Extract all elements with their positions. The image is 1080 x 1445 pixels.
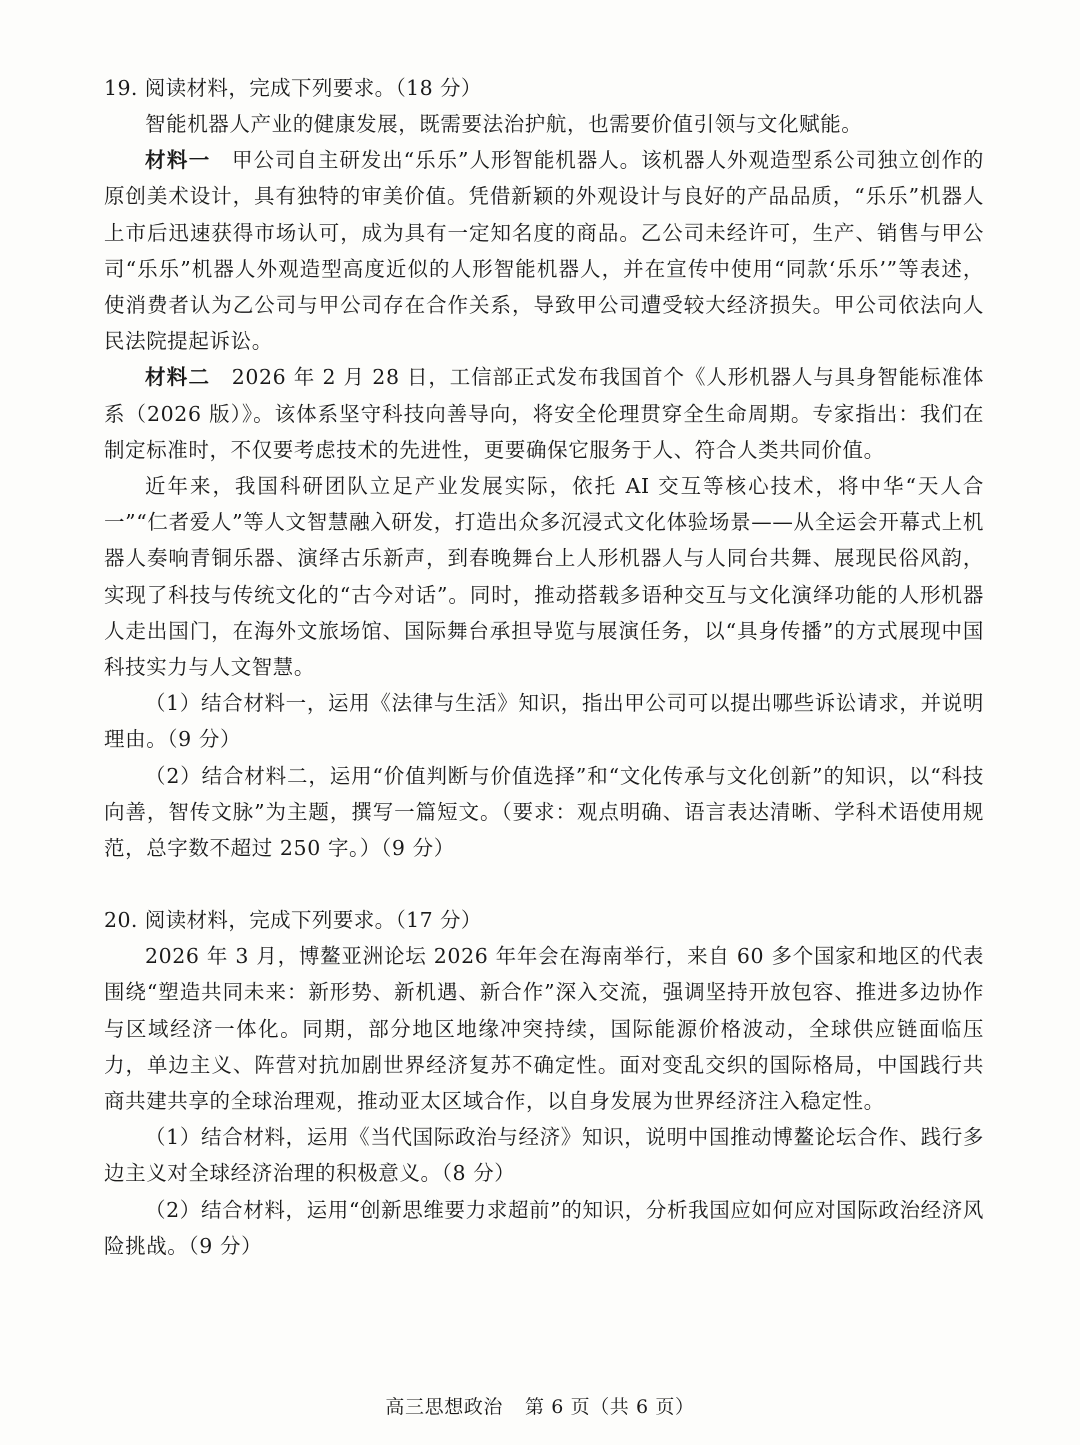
question-19-intro: 智能机器人产业的健康发展，既需要法治护航，也需要价值引领与文化赋能。 bbox=[145, 112, 863, 136]
question-19-task-2: （2）结合材料二，运用“价值判断与价值选择”和“文化传承与文化创新”的知识，以“科技向善，智传文脉”为主题，撰写一篇短文。（要求：观点明确、语言表达清晰、学科术语使用规范，总字数不超过 250 字。）（9 分） bbox=[104, 763, 984, 861]
question-19 bbox=[104, 70, 984, 866]
page-footer bbox=[0, 1392, 1080, 1419]
question-20-title: 20. 阅读材料，完成下列要求。（17 分） bbox=[104, 908, 482, 933]
question-20-material: 2026 年 3 月，博鳌亚洲论坛 2026 年年会在海南举行，来自 60 多个国家和地区的代表围绕“塑造共同未来：新形势、新机遇、新合作”深入交流，强调坚持开放包容、推进多边协作与区域经济一体化。同期，部分地区地缘冲突持续，国际能源价格波动，全球供应链面临压力，单边主义、阵营对抗加剧世界经济复苏不确定性。面对变乱交织的国际格局，中国践行共商共建共享的全球治理观，推动亚太区域合作，以自身发展为世界经济注入稳定性。 bbox=[104, 944, 984, 1114]
material-2-text: 2026 年 2 月 28 日，工信部正式发布我国首个《人形机器人与具身智能标准体系（2026 版）》。该体系坚守科技向善导向，将安全伦理贯穿全生命周期。专家指出：我们在制定标准时，不仅要考虑技术的先进性，更要确保它服务于人、符合人类共同价值。 bbox=[104, 365, 984, 462]
material-2-label: 材料二 bbox=[145, 365, 211, 390]
material-2 bbox=[104, 359, 984, 468]
footer-subject: 高三思想政治 bbox=[385, 1396, 504, 1418]
material-2-paragraph-2: 近年来，我国科研团队立足产业发展实际，依托 AI 交互等核心技术，将中华“天人合一”“仁者爱人”等人文智慧融入研发，打造出众多沉浸式文化体验场景——从全运会开幕式上机器人奏响青铜乐器、演绎古乐新声，到春晚舞台上人形机器人与人同台共舞、展现民俗风韵，实现了科技与传统文化的“古今对话”。同时，推动搭载多语种交互与文化演绎功能的人形机器人走出国门，在海外文旅场馆、国际舞台承担导览与展演任务，以“具身传播”的方式展现中国科技实力与人文智慧。 bbox=[104, 474, 984, 680]
material-1-text: 甲公司自主研发出“乐乐”人形智能机器人。该机器人外观造型系公司独立创作的原创美术设计，具有独特的审美价值。凭借新颖的外观设计与良好的产品品质，“乐乐”机器人上市后迅速获得市场认可，成为具有一定知名度的商品。乙公司未经许可，生产、销售与甲公司“乐乐”机器人外观造型高度近似的人形智能机器人，并在宣传中使用“同款‘乐乐’”等表述，使消费者认为乙公司与甲公司存在合作关系，导致甲公司遭受较大经济损失。甲公司依法向人民法院提起诉讼。 bbox=[104, 148, 985, 354]
question-19-task-1: （1）结合材料一，运用《法律与生活》知识，指出甲公司可以提出哪些诉讼请求，并说明理由。（9 分） bbox=[104, 691, 984, 752]
question-20-task-1: （1）结合材料，运用《当代国际政治与经济》知识，说明中国推动博鳌论坛合作、践行多边主义对全球经济治理的积极意义。（8 分） bbox=[104, 1125, 984, 1186]
material-1-label: 材料一 bbox=[145, 148, 211, 173]
question-19-title: 19. 阅读材料，完成下列要求。（18 分） bbox=[104, 76, 482, 100]
footer-page-number: 第 6 页（共 6 页） bbox=[525, 1396, 695, 1418]
question-20 bbox=[104, 902, 984, 1264]
question-20-task-2: （2）结合材料，运用“创新思维要力求超前”的知识，分析我国应如何应对国际政治经济风险挑战。（9 分） bbox=[104, 1197, 984, 1258]
question-gap bbox=[104, 866, 984, 902]
material-1 bbox=[104, 142, 984, 359]
